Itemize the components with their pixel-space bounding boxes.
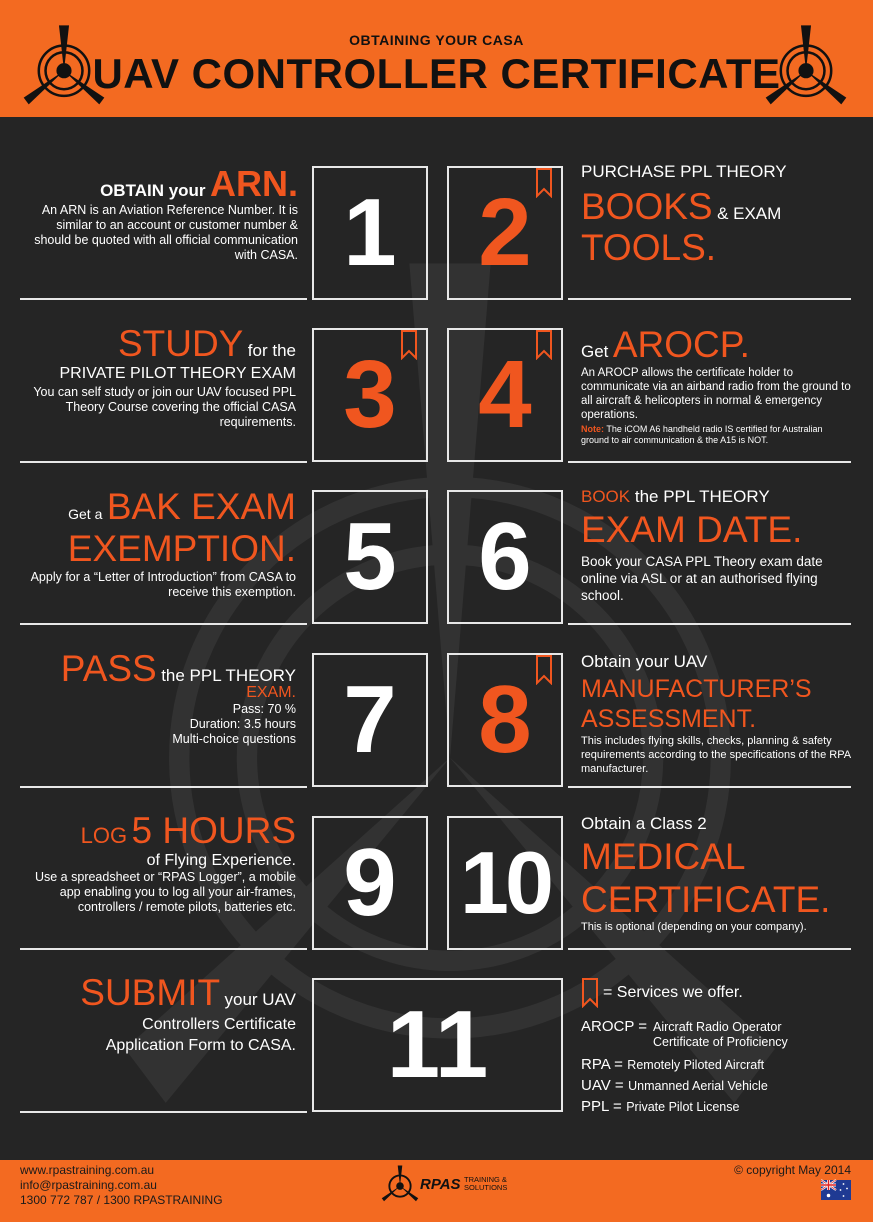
bookmark-icon [535,168,553,198]
footer-email[interactable]: info@rpastraining.com.au [20,1178,157,1192]
step-5-box [312,490,428,624]
step-11-line3: Application Form to CASA. [105,1037,296,1054]
step-2-text [581,162,856,268]
step-7-text [20,648,296,747]
step-1-box [312,166,428,300]
step-9-body: Use a spreadsheet or “RPAS Logger”, a mobile app enabling you to log all your air-frames, controllers / remote pilots, batteries etc. [34,870,296,914]
step-2-box [447,166,563,300]
step-4-box [447,328,563,462]
step-4-note-label: Note: [581,424,604,434]
step-8-box [447,653,563,787]
step-5-text [20,486,296,600]
bookmark-icon [535,655,553,685]
legend-abbr: UAV = [581,1077,624,1094]
step-2-lead: PURCHASE PPL THEORY [581,162,787,181]
step-4-number: 4 [478,341,532,448]
step-3-lead: for the [247,341,296,360]
divider [568,948,851,950]
step-10-lead: Obtain a Class 2 [581,814,707,833]
step-2-highlight2: TOOLS. [581,227,717,268]
divider [20,623,307,625]
legend-def: Remotely Piloted Aircraft [627,1058,765,1072]
step-8-highlight2: ASSESSMENT. [581,705,757,733]
footer-logo-sub2: SOLUTIONS [464,1183,508,1192]
header-banner [0,0,873,117]
footer-copyright: © copyright May 2014 [734,1163,851,1177]
divider [20,948,307,950]
step-1-body: An ARN is an Aviation Reference Number. It is similar to an account or customer number & should be quoted with all official communication with CASA. [34,203,298,262]
step-7-detail: Multi-choice questions [172,732,296,746]
step-10-body: This is optional (depending on your company). [581,921,807,933]
step-9-text [20,810,296,915]
step-8-lead: Obtain your UAV [581,652,708,671]
step-8-highlight: MANUFACTURER’S [581,675,812,703]
step-9-number: 9 [343,829,397,936]
step-7-detail: Duration: 3.5 hours [189,717,296,731]
step-5-lead: Get a [68,506,103,522]
step-7-lead: the PPL THEORY [161,666,296,685]
divider [568,623,851,625]
step-3-number: 3 [343,341,397,448]
footer-contact [20,1163,223,1208]
step-11-highlight: SUBMIT [80,972,221,1013]
step-4-lead: Get [581,342,609,361]
footer-logo-sub1: TRAINING & [464,1175,507,1184]
step-7-number: 7 [343,666,397,773]
divider [568,298,851,300]
step-3-line2: PRIVATE PILOT THEORY EXAM [59,365,296,382]
step-3-box [312,328,428,462]
step-9-highlight: LOG [80,823,128,848]
footer-logo-text: RPAS [420,1176,461,1193]
step-9-box [312,816,428,950]
step-8-body: This includes flying skills, checks, planning & safety requirements according to the specifications of the RPA manufacturer. [581,735,851,775]
propeller-logo-icon [764,22,848,106]
legend-abbr: PPL = [581,1098,622,1115]
step-6-number: 6 [478,503,532,610]
subtitle: OBTAINING YOUR CASA [349,32,524,48]
legend-def: Unmanned Aerial Vehicle [628,1079,768,1093]
legend-abbr: RPA = [581,1056,623,1073]
step-7-box [312,653,428,787]
step-11-lead: your UAV [224,990,296,1009]
step-1-text [20,163,298,263]
step-9-lead: of Flying Experience. [146,852,296,869]
step-5-number: 5 [343,503,397,610]
divider [20,786,307,788]
step-11-box [312,978,563,1112]
step-1-highlight: ARN. [210,163,298,204]
bookmark-icon [535,330,553,360]
step-6-highlight: EXAM DATE. [581,509,803,550]
step-6-lead-accent: BOOK [581,487,631,506]
footer-phone: 1300 772 787 / 1300 RPASTRAINING [20,1193,223,1207]
step-2-mid: & EXAM [717,204,782,223]
legend-services: = Services we offer. [603,984,743,1001]
step-7-highlight: PASS [60,648,157,689]
australian-flag-icon [821,1179,851,1201]
step-11-text [20,972,296,1056]
step-9-highlight2: 5 HOURS [131,810,296,851]
step-4-highlight: AROCP. [612,324,750,365]
step-10-highlight: MEDICAL [581,836,746,877]
step-10-highlight2: CERTIFICATE. [581,879,831,920]
step-10-text [581,814,856,934]
legend-def: Aircraft Radio Operator Certificate of Proficiency [653,1020,788,1049]
legend-abbr: AROCP = [581,1018,647,1035]
step-2-highlight: BOOKS [581,186,713,227]
step-10-number: 10 [460,833,550,932]
step-11-line2: Controllers Certificate [142,1016,296,1033]
step-3-body: You can self study or join our UAV focused PPL Theory Course covering the official CASA requirements. [33,385,296,429]
step-8-text [581,652,856,776]
footer-logo [380,1164,520,1204]
step-5-highlight2: EXEMPTION. [67,528,296,569]
divider [568,461,851,463]
step-5-highlight: BAK EXAM [106,486,296,527]
step-3-text [20,323,296,430]
step-11-number: 11 [386,991,489,1098]
divider [20,1111,307,1113]
step-1-lead: OBTAIN your [100,181,206,200]
bookmark-icon [400,330,418,360]
step-3-highlight: STUDY [117,323,244,364]
page-title: UAV CONTROLLER CERTIFICATE [92,50,781,97]
step-5-body: Apply for a “Letter of Introduction” from CASA to receive this exemption. [30,570,296,599]
step-8-number: 8 [478,666,532,773]
step-10-box [447,816,563,950]
divider [20,461,307,463]
propeller-logo-icon [380,1164,420,1202]
step-6-lead: the PPL THEORY [634,487,770,506]
footer-website[interactable]: www.rpastraining.com.au [20,1163,155,1177]
step-4-text [581,324,851,446]
step-4-body: An AROCP allows the certificate holder to communicate via an airband radio from the ground to all aircraft & helicopters in normal & emergency operations. [581,367,851,421]
step-6-box [447,490,563,624]
divider [568,786,851,788]
step-7-line2: EXAM. [246,684,296,701]
step-2-number: 2 [478,179,532,286]
bookmark-icon [581,978,599,1008]
step-7-detail: Pass: 70 % [232,702,296,716]
step-6-text [581,487,856,604]
step-6-body: Book your CASA PPL Theory exam date online via ASL or at an authorised flying school. [581,554,823,603]
legend [581,978,856,1116]
divider [20,298,307,300]
step-1-number: 1 [343,179,397,286]
step-4-note: The iCOM A6 handheld radio IS certified for Australian ground to air communication & the A15 is NOT. [581,424,823,445]
footer-logo-sub [464,1176,507,1192]
legend-def: Private Pilot License [626,1100,740,1114]
